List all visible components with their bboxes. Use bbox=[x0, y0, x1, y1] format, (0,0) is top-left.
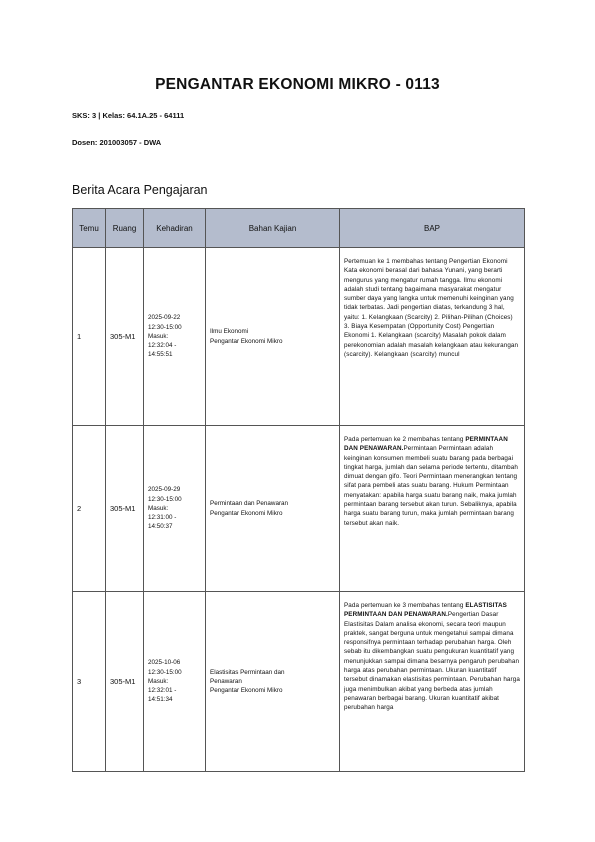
course-sks-kelas: SKS: 3 | Kelas: 64.1A.25 - 64111 bbox=[72, 111, 185, 120]
kehadiran-in: 12:32:04 - bbox=[148, 342, 177, 350]
bap-cell bbox=[340, 248, 525, 426]
bap-cell bbox=[340, 592, 525, 772]
bahan-line: Elastisitas Permintaan dan bbox=[210, 668, 285, 676]
bap-prefix: Pada pertemuan ke 2 membahas tentang bbox=[344, 436, 466, 443]
bahan-cell bbox=[206, 592, 340, 772]
kehadiran-time: 12:30-15:00 bbox=[148, 323, 182, 331]
kehadiran-out: 14:55:51 bbox=[148, 351, 173, 359]
kehadiran-date: 2025-09-29 bbox=[148, 486, 181, 494]
temu-cell: 2 bbox=[73, 426, 106, 592]
section-title: Berita Acara Pengajaran bbox=[72, 183, 208, 197]
table-header-row bbox=[73, 209, 525, 248]
kehadiran-cell bbox=[144, 426, 206, 592]
ruang-cell: 305-M1 bbox=[106, 426, 144, 592]
ruang-cell: 305-M1 bbox=[106, 248, 144, 426]
bap-table bbox=[72, 208, 525, 772]
table-row bbox=[73, 248, 525, 426]
bap-text: Permintaan Permintaan adalah keinginan konsumen membeli suatu barang pada berbagai tingkat harga, jumlah dan selama periode tertentu, ditambah dimuat dengan gifo. Teori Permintaan menerangkan tentang sifat para pembeli atas suatu barang. Hukum Permintaan menyatakan: apabila harga suatu barang naik, maka jumlah permintaan barang tersebut akan turun. Sebaliknya, apabila harga suatu barang turun, maka jumlah permintaan barang tersebut akan naik. bbox=[344, 445, 518, 527]
kehadiran-date: 2025-09-22 bbox=[148, 314, 181, 322]
bahan-line: Pengantar Ekonomi Mikro bbox=[210, 509, 283, 517]
bahan-line: Pengantar Ekonomi Mikro bbox=[210, 337, 283, 345]
bahan-line: Ilmu Ekonomi bbox=[210, 328, 249, 336]
kehadiran-time: 12:30-15:00 bbox=[148, 668, 182, 676]
header-kehadiran: Kehadiran bbox=[144, 209, 206, 248]
bap-text: Pengertian Dasar Elastisitas Dalam analisa ekonomi, secara teori maupun praktek, sangat berguna untuk mengetahui sampai dimana responsifnya permintaan terhadap perubahan harga. Oleh sebab itu dikembangkan suatu pengukuran kuantitatif yang menunjukkan sampai dimana besarnya pengaruh perubahan harga atas perubahan permintaan. Ukuran kuantitatif tersebut dinamakan elastisitas permintaan. Perubahan harga juga menimbulkan akibat yang berbeda atas jumlah penawaran berbagai barang. Ukuran kuantitatif akibat perubahan harga bbox=[344, 611, 520, 712]
kehadiran-cell bbox=[144, 248, 206, 426]
header-bap: BAP bbox=[340, 209, 525, 248]
temu-cell: 3 bbox=[73, 592, 106, 772]
bap-text: Pertemuan ke 1 membahas tentang Pengertian Ekonomi Kata ekonomi berasal dari bahasa Yunani, yang berarti mengurus yang mengatur rumah tangga. Ilmu ekonomi adalah studi tentang bagaimana masyarakat mengatur sumber daya yang langka untuk memenuhi keinginan yang tidak terbatas. Jadi pengertian diatas, terkandung 3 hal, yaitu: 1. Kelangkaan (Scarcity) 2. Pilihan-Pilihan (Choices) 3. Biaya Kesempatan (Opportunity Cost) Pengertian Ekonomi 1. Kelangkaan (scarcity) Masalah pokok dalam perekonomian adalah masalah kelangkaan atau kekurangan (scarcity). Kelangkaan (scarcity) muncul bbox=[344, 258, 519, 358]
kehadiran-in: 12:31:00 - bbox=[148, 514, 177, 522]
kehadiran-out: 14:50:37 bbox=[148, 523, 173, 531]
kehadiran-label: Masuk: bbox=[148, 677, 169, 685]
header-ruang: Ruang bbox=[106, 209, 144, 248]
kehadiran-time: 12:30-15:00 bbox=[148, 495, 182, 503]
bap-topic: ELASTISITAS PERMINTAAN DAN PENAWARAN. bbox=[344, 602, 507, 619]
kehadiran-in: 12:32:01 - bbox=[148, 687, 177, 695]
kehadiran-date: 2025-10-06 bbox=[148, 659, 181, 667]
bap-topic: PERMINTAAN DAN PENAWARAN. bbox=[344, 436, 508, 453]
kehadiran-cell bbox=[144, 592, 206, 772]
bahan-line: Permintaan dan Penawaran bbox=[210, 500, 289, 508]
kehadiran-label: Masuk: bbox=[148, 504, 169, 512]
course-dosen: Dosen: 201003057 - DWA bbox=[72, 138, 162, 147]
bahan-cell bbox=[206, 426, 340, 592]
bahan-line: Penawaran bbox=[210, 677, 242, 685]
bap-cell bbox=[340, 426, 525, 592]
header-bahan-kajian: Bahan Kajian bbox=[206, 209, 340, 248]
bahan-line: Pengantar Ekonomi Mikro bbox=[210, 687, 283, 695]
kehadiran-out: 14:51:34 bbox=[148, 696, 173, 704]
temu-cell: 1 bbox=[73, 248, 106, 426]
course-title: PENGANTAR EKONOMI MIKRO - 0113 bbox=[155, 76, 440, 93]
kehadiran-label: Masuk: bbox=[148, 332, 169, 340]
bap-prefix: Pada pertemuan ke 3 membahas tentang bbox=[344, 602, 466, 609]
header-temu: Temu bbox=[73, 209, 106, 248]
table-row bbox=[73, 426, 525, 592]
ruang-cell: 305-M1 bbox=[106, 592, 144, 772]
bahan-cell bbox=[206, 248, 340, 426]
table-row bbox=[73, 592, 525, 772]
